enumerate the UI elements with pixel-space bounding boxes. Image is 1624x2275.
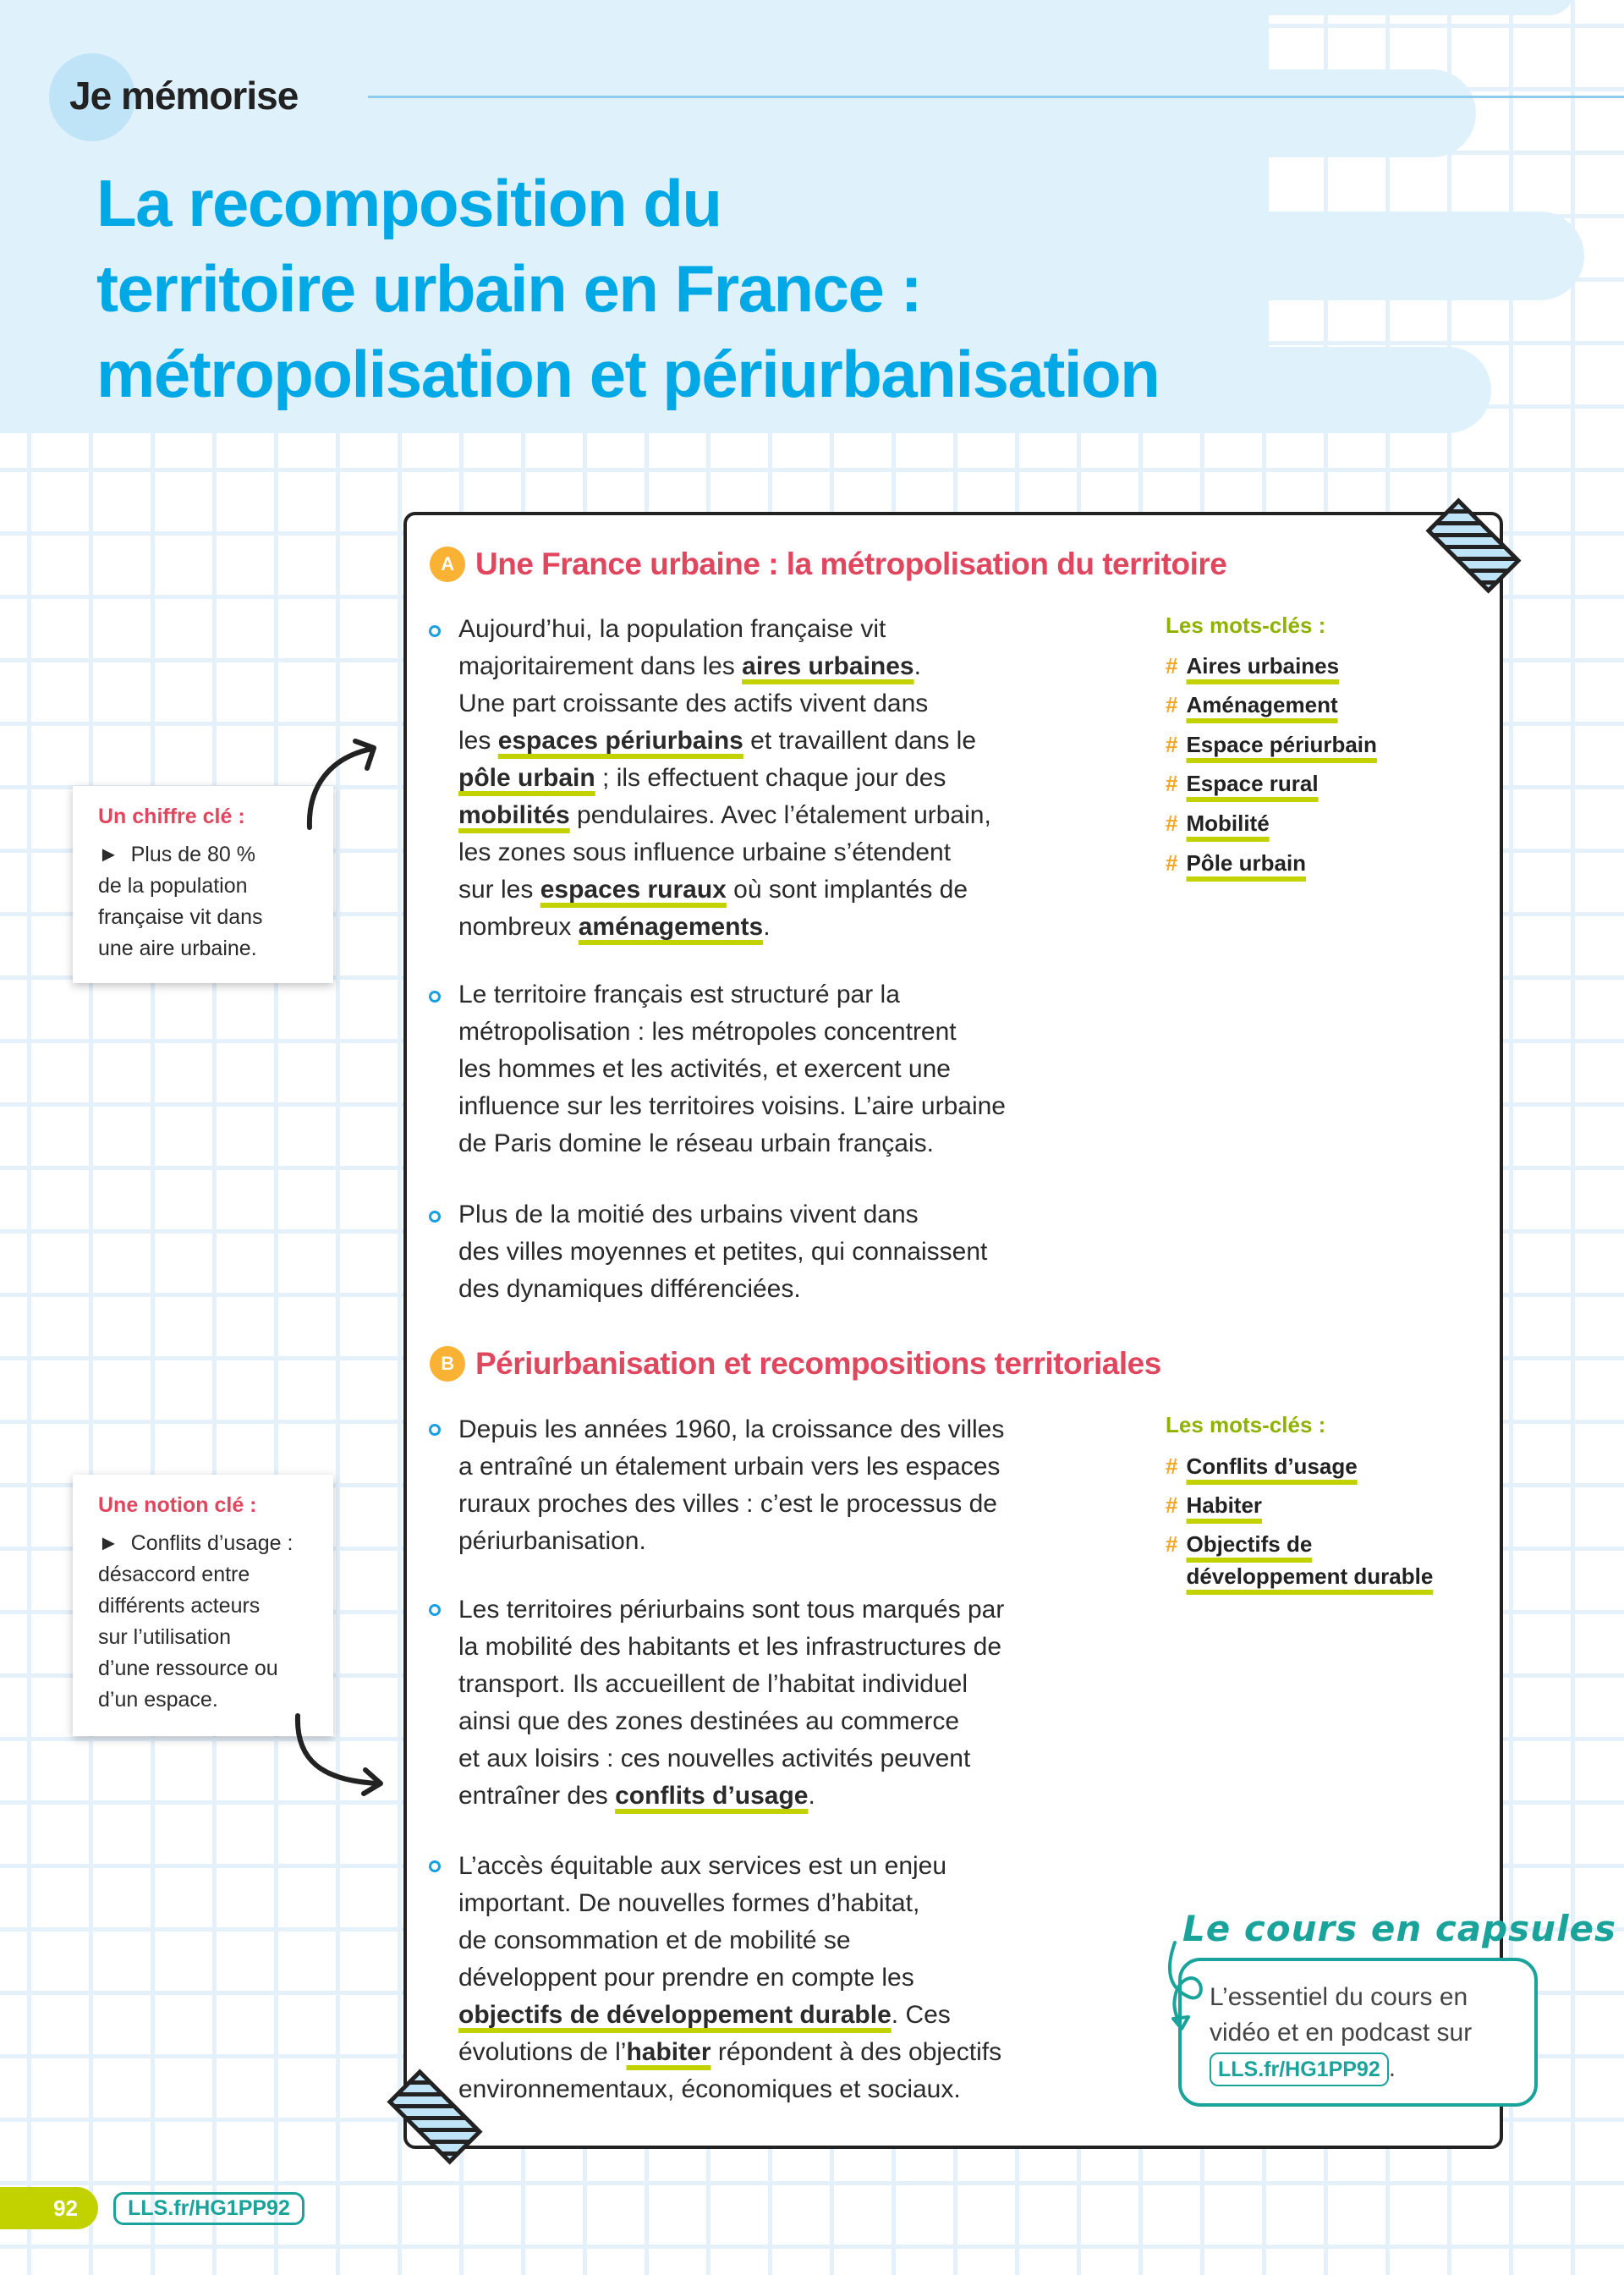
hash-icon: # bbox=[1166, 732, 1178, 757]
divider bbox=[368, 96, 1624, 98]
paragraph-text: ; ils effectuent chaque jour des bbox=[602, 764, 946, 792]
key-figure-text: ► Plus de 80 % de la population française vit dans une aire urbaine. bbox=[98, 843, 263, 960]
keyword-label: Espace rural bbox=[1186, 771, 1319, 796]
keyword-label: Aires urbaines bbox=[1186, 653, 1340, 679]
paragraph bbox=[458, 1411, 1004, 1560]
paragraph bbox=[458, 1591, 1004, 1815]
keyword-highlight: mobilités bbox=[458, 801, 570, 829]
header-band bbox=[1184, 0, 1574, 15]
keyword-item bbox=[1166, 650, 1339, 682]
hash-icon: # bbox=[1166, 1531, 1178, 1557]
kicker-label: Je mémorise bbox=[69, 74, 299, 118]
paragraph-text: Le territoire français est structuré par la métropolisation : les métropoles concentrent les hommes et les activités, et exercent une influence sur les territoires voisins. L’aire urbaine de Paris domine le réseau urbain français. bbox=[458, 981, 1006, 1157]
capsules-suffix: . bbox=[1388, 2054, 1396, 2082]
paragraph bbox=[458, 611, 991, 946]
key-notion-title: Une notion clé : bbox=[98, 1493, 257, 1517]
keyword-label: Espace périurbain bbox=[1186, 732, 1377, 757]
capsules-title: Le cours en capsules bbox=[1182, 1908, 1616, 1949]
paragraph-text: répondent à des objectifs environnementaux, économiques et sociaux. bbox=[458, 2038, 1002, 2103]
paragraph-text: et travaillent dans le bbox=[750, 727, 976, 755]
keyword-highlight: pôle urbain bbox=[458, 764, 595, 792]
capsules-description: L’essentiel du cours en vidéo et en podcast sur bbox=[1210, 1983, 1473, 2047]
keyword-item bbox=[1166, 689, 1338, 721]
footer-link[interactable]: LLS.fr/HG1PP92 bbox=[113, 2192, 304, 2225]
key-notion-text: ► Conflits d’usage : désaccord entre différents acteurs sur l’utilisation d’une ressource ou d’un espace. bbox=[98, 1531, 294, 1712]
keyword-highlight: objectifs de développement durable bbox=[458, 2001, 892, 2029]
section-a-heading bbox=[430, 547, 1226, 582]
keyword-item bbox=[1166, 767, 1319, 800]
header-band bbox=[1184, 212, 1584, 300]
keyword-highlight: habiter bbox=[626, 2038, 711, 2066]
bullet-icon bbox=[429, 991, 441, 1003]
hash-icon: # bbox=[1166, 771, 1178, 796]
paragraph bbox=[458, 1196, 987, 1308]
keywords-title: Les mots-clés : bbox=[1166, 613, 1326, 638]
keyword-highlight: aménagements bbox=[578, 913, 764, 941]
bullet-icon bbox=[429, 1860, 441, 1872]
capsules-link[interactable]: LLS.fr/HG1PP92 bbox=[1210, 2052, 1389, 2086]
keyword-label: Mobilité bbox=[1186, 811, 1270, 836]
keyword-item bbox=[1166, 1528, 1433, 1592]
keyword-highlight: conflits d’usage bbox=[615, 1782, 809, 1810]
keyword-label: Aménagement bbox=[1186, 692, 1338, 717]
hash-icon: # bbox=[1166, 1492, 1178, 1518]
keywords-title: Les mots-clés : bbox=[1166, 1412, 1326, 1437]
paragraph bbox=[458, 1848, 1001, 2108]
hash-icon: # bbox=[1166, 653, 1178, 679]
paragraph-text: . Ces évolutions de l’ bbox=[458, 2001, 951, 2066]
hash-icon: # bbox=[1166, 811, 1178, 836]
tape-decoration bbox=[1414, 486, 1533, 605]
bullet-icon bbox=[429, 1604, 441, 1616]
section-a-title: Une France urbaine : la métropolisation du territoire bbox=[475, 547, 1227, 581]
loop-arrow-icon bbox=[1163, 1937, 1214, 2039]
keyword-item bbox=[1166, 807, 1270, 839]
paragraph-text: Plus de la moitié des urbains vivent dans des villes moyennes et petites, qui connaissent des dynamiques différenciées. bbox=[458, 1201, 988, 1303]
paragraph-text: Les territoires périurbains sont tous marqués par la mobilité des habitants et les infrastructures de transport. Ils accueillent de l’habitat individuel ainsi que des zones destinées au commerce et aux loisirs : ces nouvelles activités peuvent entraîner des bbox=[458, 1596, 1005, 1810]
arrow-icon bbox=[296, 728, 389, 838]
paragraph-text: L’accès équitable aux services est un enjeu important. De nouvelles formes d’habitat, de consommation et de mobilité se développent pour prendre en compte les bbox=[458, 1852, 947, 1992]
section-b-badge: B bbox=[430, 1346, 465, 1382]
capsules-text bbox=[1210, 1980, 1472, 2086]
paragraph-text: pendulaires. Avec l’étalement urbain, les zones sous influence urbaine s’étendent sur les bbox=[458, 801, 991, 904]
paragraph-text: . bbox=[808, 1782, 815, 1810]
keyword-highlight: espaces ruraux bbox=[540, 876, 727, 904]
keyword-label: Objectifs de développement durable bbox=[1186, 1531, 1434, 1589]
paragraph-text: où sont implantés de nombreux bbox=[458, 876, 968, 941]
bullet-icon bbox=[429, 1424, 441, 1436]
bullet-icon bbox=[429, 625, 441, 637]
keyword-label: Conflits d’usage bbox=[1186, 1453, 1358, 1479]
keyword-highlight: aires urbaines bbox=[742, 652, 914, 680]
arrow-icon bbox=[288, 1709, 398, 1802]
key-figure-box bbox=[73, 786, 333, 983]
section-a-badge: A bbox=[430, 547, 465, 582]
bullet-icon bbox=[429, 1211, 441, 1223]
hash-icon: # bbox=[1166, 850, 1178, 876]
paragraph-text: Aujourd’hui, la population française vit majoritairement dans les bbox=[458, 615, 886, 680]
keyword-item bbox=[1166, 847, 1306, 879]
header-band bbox=[1184, 69, 1476, 157]
keyword-label: Pôle urbain bbox=[1186, 850, 1307, 876]
paragraph-text: . Une part croissante des actifs vivent dans les bbox=[458, 652, 929, 755]
header-band bbox=[1184, 347, 1491, 433]
key-figure-title: Un chiffre clé : bbox=[98, 805, 245, 828]
section-b-title: Périurbanisation et recompositions territoriales bbox=[475, 1346, 1161, 1381]
paragraph bbox=[458, 976, 1006, 1162]
page-title: La recomposition du territoire urbain en France : métropolisation et périurbanisation bbox=[96, 166, 1160, 411]
keyword-item bbox=[1166, 728, 1377, 761]
keyword-highlight: espaces périurbains bbox=[497, 727, 743, 755]
key-notion-box bbox=[73, 1475, 333, 1736]
hash-icon: # bbox=[1166, 1453, 1178, 1479]
tape-decoration bbox=[376, 2058, 494, 2176]
paragraph-text: . bbox=[763, 913, 771, 941]
keyword-label: Habiter bbox=[1186, 1492, 1263, 1518]
keyword-item bbox=[1166, 1489, 1262, 1521]
paragraph-text: Depuis les années 1960, la croissance des villes a entraîné un étalement urbain vers les espaces ruraux proches des villes : c’est le processus de périurbanisation. bbox=[458, 1415, 1005, 1555]
keyword-item bbox=[1166, 1450, 1358, 1482]
hash-icon: # bbox=[1166, 692, 1178, 717]
page-number: 92 bbox=[0, 2187, 98, 2229]
section-b-heading bbox=[430, 1346, 1161, 1382]
